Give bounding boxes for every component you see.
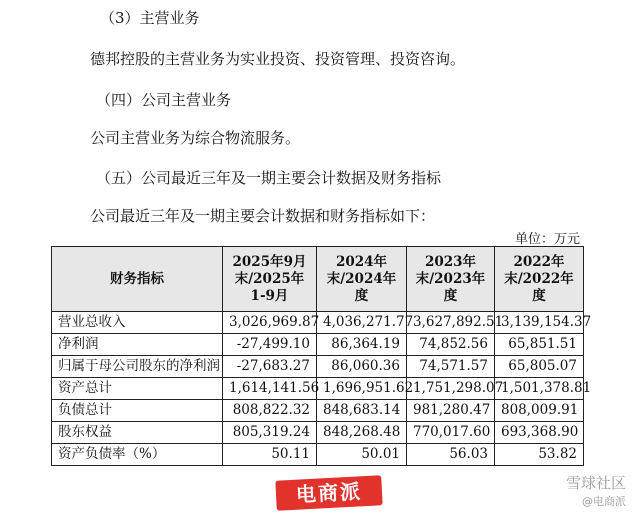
- cell-value: 65,805.07: [495, 356, 584, 378]
- paragraph-main-business-holding: 德邦控股的主营业务为实业投资、投资管理、投资咨询。: [90, 50, 466, 68]
- cell-value: 74,852.56: [407, 334, 495, 356]
- header-indicator: 财务指标: [52, 247, 223, 312]
- cell-value: -27,683.27: [223, 356, 317, 378]
- table-header-row: [52, 247, 584, 312]
- table-row: [52, 400, 584, 422]
- header-2024: 2024年末/2024年度: [317, 247, 407, 312]
- cell-value: 1,501,378.81: [495, 378, 584, 400]
- table-row: [52, 422, 584, 444]
- paragraph-heading-3: （3）主营业务: [100, 9, 200, 27]
- cell-value: 808,009.91: [495, 400, 584, 422]
- watermark-stamp: 电商派: [275, 475, 382, 511]
- cell-value: 50.11: [223, 444, 317, 466]
- row-label: 股东权益: [52, 422, 223, 444]
- header-2023: 2023年末/2023年度: [407, 247, 495, 312]
- cell-value: 3,026,969.87: [223, 312, 317, 334]
- watermark-community: 雪球社区: [566, 474, 627, 492]
- cell-value: 848,683.14: [317, 400, 407, 422]
- cell-value: 1,751,298.07: [407, 378, 495, 400]
- cell-value: 86,060.36: [317, 356, 407, 378]
- row-label: 资产负债率（%）: [52, 444, 223, 466]
- paragraph-heading-5: （五）公司最近三年及一期主要会计数据及财务指标: [96, 169, 442, 187]
- cell-value: 4,036,271.77: [317, 312, 407, 334]
- watermark-handle: @电商派: [582, 495, 626, 508]
- cell-value: 3,627,892.51: [407, 312, 495, 334]
- row-label: 负债总计: [52, 400, 223, 422]
- table-row: [52, 444, 584, 466]
- cell-value: 808,822.32: [223, 400, 317, 422]
- header-2025: 2025年9月末/2025年1-9月: [223, 247, 317, 312]
- row-label: 归属于母公司股东的净利润: [52, 356, 223, 378]
- financial-table: [51, 246, 592, 466]
- row-label: 净利润: [52, 334, 223, 356]
- header-2022: 2022年末/2022年度: [495, 247, 584, 312]
- cell-value: 74,571.57: [407, 356, 495, 378]
- cell-value: 693,368.90: [495, 422, 584, 444]
- cell-value: -27,499.10: [223, 334, 317, 356]
- paragraph-heading-4: （四）公司主营业务: [96, 91, 232, 109]
- table-row: [52, 378, 584, 400]
- cell-value: 3,139,154.37: [495, 312, 584, 334]
- cell-value: 1,696,951.62: [317, 378, 407, 400]
- cell-value: 805,319.24: [223, 422, 317, 444]
- cell-value: 86,364.19: [317, 334, 407, 356]
- cell-value: 1,614,141.56: [223, 378, 317, 400]
- cell-value: 981,280.47: [407, 400, 495, 422]
- cell-value: 770,017.60: [407, 422, 495, 444]
- table-row: [52, 356, 584, 378]
- cell-value: 53.82: [495, 444, 584, 466]
- cell-value: 848,268.48: [317, 422, 407, 444]
- table-row: [52, 312, 584, 334]
- cell-value: 50.01: [317, 444, 407, 466]
- unit-label: 单位：万元: [514, 232, 580, 247]
- cell-value: 56.03: [407, 444, 495, 466]
- paragraph-company-business: 公司主营业务为综合物流服务。: [90, 129, 301, 147]
- row-label: 营业总收入: [52, 312, 223, 334]
- paragraph-table-intro: 公司最近三年及一期主要会计数据和财务指标如下：: [90, 207, 436, 225]
- cell-value: 65,851.51: [495, 334, 584, 356]
- row-label: 资产总计: [52, 378, 223, 400]
- table-row: [52, 334, 584, 356]
